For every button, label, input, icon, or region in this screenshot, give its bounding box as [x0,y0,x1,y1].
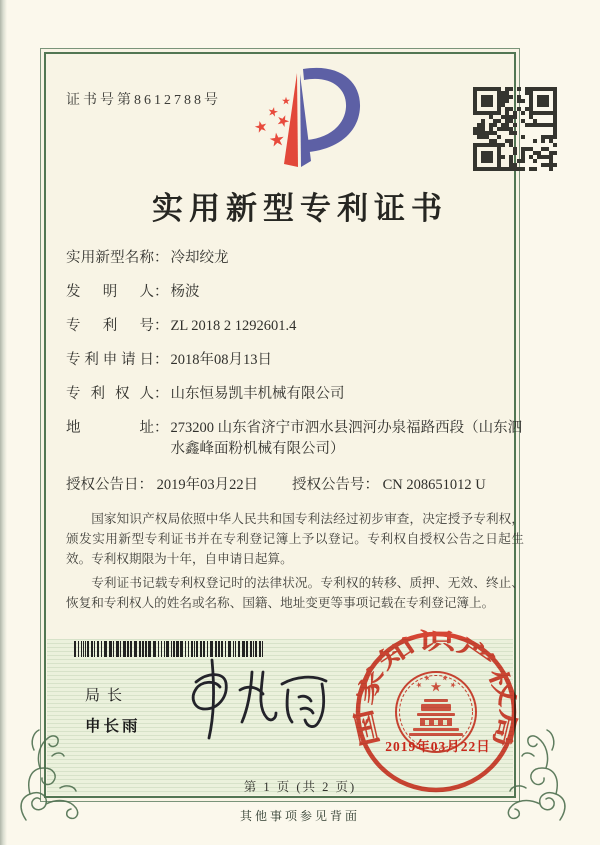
grant-date-label: 授权公告日 [66,477,139,494]
colon: ： [154,352,169,369]
colon: ： [154,318,169,335]
colon: ： [154,386,169,403]
seal-org-text: 国家知识产权局 [351,628,521,749]
back-note: 其他事项参见背面 [239,809,360,823]
field-label: 发明人 [66,284,154,301]
field-row-patent-number [66,316,524,337]
field-row-patentee [66,384,524,405]
certificate-title: 实用新型专利证书 [152,191,448,226]
colon: ： [154,284,169,301]
field-label: 专利号 [66,318,154,335]
director-title: 局长 [85,687,130,704]
field-value: ZL 2018 2 1292601.4 [170,318,297,335]
certificate-fields [66,248,524,616]
field-label: 实用新型名称 [66,250,154,266]
colon: ： [154,250,169,266]
handwritten-signature-icon [168,652,338,747]
legal-paragraph-2: 专利证书记载专利权登记时的法律状况。专利权的转移、质押、无效、终止、恢复和专利权人的姓名或名称、国籍、地址变更等事项记载在专利登记簿上。 [66,575,524,610]
grant-number-label: 授权公告号 [292,477,365,494]
field-row-filing-date [66,350,524,371]
qr-code-icon [473,87,557,171]
colon: ： [154,420,169,437]
field-row-inventor [66,282,524,303]
colon: ： [138,477,153,494]
director-name: 申长雨 [85,718,141,735]
legal-paragraphs [66,509,524,613]
certificate-number: 证书号第8612788号 [66,93,221,108]
colon: ： [364,477,379,494]
field-row-address [66,418,524,460]
scan-edge [0,0,7,845]
field-value: 冷却绞龙 [170,250,229,266]
seal-date: 2019年03月22日 [385,739,491,754]
field-value: 山东恒易凯丰机械有限公司 [170,386,345,403]
field-value: 273200 山东省济宁市泗水县泗河办泉福路西段（山东泗水鑫峰面粉机械有限公司） [170,420,523,458]
field-value: 2018年08月13日 [170,352,272,369]
grant-number-group [292,473,486,494]
grant-number-value: CN 208651012 U [382,477,486,494]
legal-paragraph-1: 国家知识产权局依照中华人民共和国专利法经过初步审查，决定授予专利权，颁发实用新型专利证书并在专利登记簿上予以登记。专利权自授权公告之日起生效。专利权期限为十年，自申请日起算。 [66,512,524,567]
grant-date-value: 2019年03月22日 [156,477,259,494]
cnipa-patent-logo-icon [231,64,371,178]
page-indicator: 第 1 页 (共 2 页) [243,780,357,794]
grant-row [66,473,524,494]
field-label: 专利申请日 [66,352,154,369]
field-label: 专利权人 [66,386,154,403]
field-row-utility-model-name [66,248,524,269]
grant-date-group [66,473,292,494]
field-value: 杨波 [170,284,200,301]
field-label: 地址 [66,420,154,437]
